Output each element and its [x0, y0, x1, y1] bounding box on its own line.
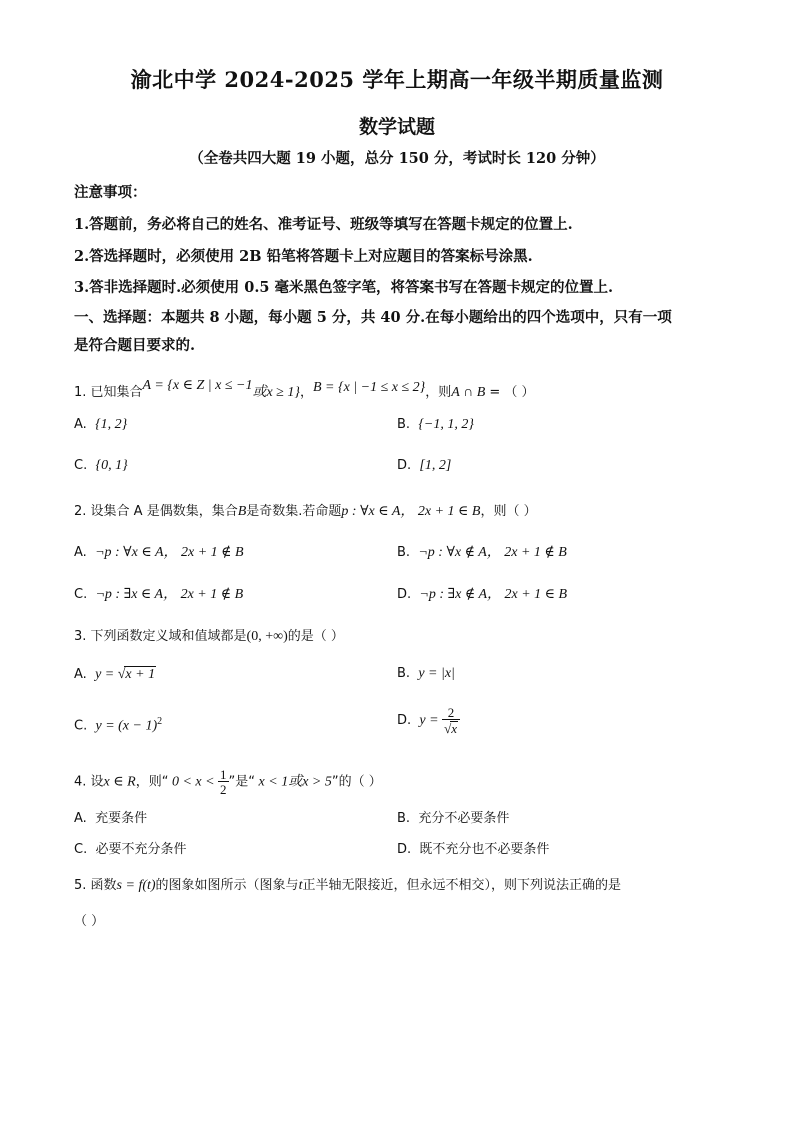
q4-option-a-label: A.	[74, 811, 87, 826]
q1-sep: ，	[299, 385, 313, 400]
q5-answer-bracket: （ ）	[74, 914, 105, 929]
q4-mid2: ”是“	[228, 774, 256, 790]
q1-expr: A ∩ B	[451, 385, 486, 400]
q4-option-b-text: 充分不必要条件	[418, 811, 510, 826]
q4-option-d[interactable]	[397, 838, 549, 857]
notice-heading: 注意事项：	[74, 184, 147, 201]
q3-option-d-numerator: 2	[447, 705, 455, 720]
q4-option-c-text: 必要不充分条件	[95, 842, 187, 857]
q2-option-b-label: B.	[397, 545, 411, 560]
q2-suffix: ，则（ ）	[480, 504, 537, 519]
q4-option-c[interactable]	[74, 838, 187, 857]
q4-option-b[interactable]	[397, 807, 509, 826]
q4-cond-var: x ∈ R	[103, 774, 136, 790]
q3-option-d-radicand: x	[451, 721, 458, 736]
q1-set-a: A = {x ∈ Z | x ≤ −1	[142, 378, 253, 393]
q3-option-a-label: A.	[74, 667, 87, 682]
q3-option-b-text: y = |x|	[418, 666, 455, 681]
q3-option-d[interactable]	[397, 706, 460, 735]
q2-option-c-text: ¬p : ∃x ∈ A， 2x + 1 ∉ B	[95, 587, 244, 602]
q2-option-c-label: C.	[74, 587, 88, 602]
q2-option-c[interactable]	[74, 583, 243, 603]
notice-item-2: 2.答选择题时，必须使用 2B 铅笔将答题卡上对应题目的答案标号涂黑.	[74, 248, 533, 265]
subject-title: 数学试题	[358, 116, 435, 138]
q2-proposition: p : ∀x ∈ A， 2x + 1 ∈ B	[341, 504, 481, 519]
q3-option-a[interactable]	[74, 666, 156, 683]
q3-option-a-lhs: y =	[95, 667, 118, 682]
q4-mid1: ，则“	[135, 774, 169, 790]
question-4	[74, 768, 724, 796]
q3-suffix: 的是（ ）	[287, 629, 344, 644]
q1-prefix: 1. 已知集合	[74, 385, 143, 400]
q5-suffix: 正半轴无限接近，但永远不相交），则下列说法正确的是	[302, 878, 621, 893]
q1-option-c-label: C.	[74, 458, 88, 473]
q2-b-var: B	[237, 504, 247, 519]
q5-function: s = f(t)	[116, 878, 156, 893]
q4-fraction	[218, 768, 229, 796]
q3-prefix: 3. 下列函数定义域和值域都是	[74, 629, 247, 644]
notice-item-1: 1.答题前，务必将自己的姓名、准考证号、班级等填写在答题卡规定的位置上.	[74, 216, 573, 233]
q4-option-d-label: D.	[397, 842, 412, 857]
q3-interval: (0, +∞)	[246, 629, 288, 644]
q2-mid: 是奇数集.若命题	[246, 504, 342, 519]
q1-option-c-text: {0, 1}	[95, 458, 128, 473]
q1-option-b-text: {−1, 1, 2}	[418, 417, 474, 432]
q1-option-d[interactable]	[397, 458, 451, 474]
q4-ineq-right: x < 1或x > 5	[255, 774, 332, 790]
q4-option-a-text: 充要条件	[95, 811, 148, 826]
q4-option-a[interactable]	[74, 807, 147, 826]
q2-option-a-label: A.	[74, 545, 87, 560]
q1-suffix: = （ ）	[485, 385, 535, 400]
q5-mid: 的图象如图所示（图象与	[155, 878, 299, 893]
q1-option-a-label: A.	[74, 417, 87, 432]
q2-prefix: 2. 设集合 A 是偶数集，集合	[74, 504, 238, 519]
section-heading-line2: 是符合题目要求的.	[74, 337, 196, 354]
q3-option-c[interactable]	[74, 716, 162, 734]
q3-option-c-exponent: 2	[157, 716, 163, 727]
q4-frac-den: 2	[220, 782, 227, 797]
exam-title: 渝北中学 2024-2025 学年上期高一年级半期质量监测	[130, 67, 664, 92]
q3-option-b-label: B.	[397, 666, 411, 681]
sqrt-symbol: √	[117, 667, 126, 682]
q5-prefix: 5. 函数	[74, 878, 117, 893]
q3-option-b[interactable]	[397, 666, 455, 682]
question-3	[74, 625, 724, 645]
section-heading	[74, 304, 724, 360]
q2-option-b[interactable]	[397, 541, 567, 561]
exam-info: （全卷共四大题 19 小题，总分 150 分，考试时长 120 分钟）	[189, 150, 605, 167]
q3-option-c-text: y = (x − 1)	[95, 718, 158, 734]
question-5	[74, 874, 724, 894]
q2-option-d-text: ¬p : ∃x ∉ A， 2x + 1 ∈ B	[419, 587, 568, 602]
q4-prefix: 4. 设	[74, 774, 104, 790]
q2-option-d-label: D.	[397, 587, 412, 602]
q1-suffix-pre: ，则	[425, 385, 452, 400]
section-heading-line1: 一、选择题：本题共 8 小题，每小题 5 分，共 40 分.在每小题给出的四个选项中，只有一项	[74, 309, 672, 326]
q3-option-a-radicand: x + 1	[125, 667, 156, 682]
q3-option-d-lhs: y =	[419, 713, 443, 728]
notice-item-3: 3.答非选择题时.必须使用 0.5 毫米黑色签字笔，将答案书写在答题卡规定的位置上.	[74, 279, 614, 296]
q1-option-b[interactable]	[397, 417, 474, 433]
q3-option-d-fraction	[442, 706, 460, 735]
q4-option-c-label: C.	[74, 842, 88, 857]
q4-option-d-text: 既不充分也不必要条件	[419, 842, 550, 857]
question-2	[74, 500, 724, 520]
q5-t-var: t	[298, 878, 303, 893]
q1-set-b: B = {x | −1 ≤ x ≤ 2}	[312, 380, 426, 395]
q1-option-c[interactable]	[74, 458, 128, 474]
q1-option-d-label: D.	[397, 458, 412, 473]
q1-option-d-text: [1, 2]	[419, 458, 452, 473]
q1-option-a[interactable]	[74, 417, 127, 433]
q4-option-b-label: B.	[397, 811, 411, 826]
q3-option-d-denominator	[442, 719, 460, 735]
q2-option-a[interactable]	[74, 541, 244, 561]
q4-ineq-left: 0 < x <	[168, 774, 219, 790]
q3-option-c-label: C.	[74, 718, 88, 734]
q2-option-a-text: ¬p : ∀x ∈ A， 2x + 1 ∉ B	[95, 545, 244, 560]
q4-frac-num: 1	[220, 767, 227, 782]
q4-suffix: ”的（ ）	[331, 774, 382, 790]
q3-option-d-label: D.	[397, 713, 412, 728]
q2-option-b-text: ¬p : ∀x ∉ A， 2x + 1 ∉ B	[418, 545, 567, 560]
sqrt-symbol: √	[444, 721, 452, 736]
q2-option-d[interactable]	[397, 583, 567, 603]
question-1	[74, 378, 724, 401]
q1-set-a-tail: 或x ≥ 1}	[252, 385, 300, 400]
q1-option-a-text: {1, 2}	[95, 417, 128, 432]
q1-option-b-label: B.	[397, 417, 411, 432]
